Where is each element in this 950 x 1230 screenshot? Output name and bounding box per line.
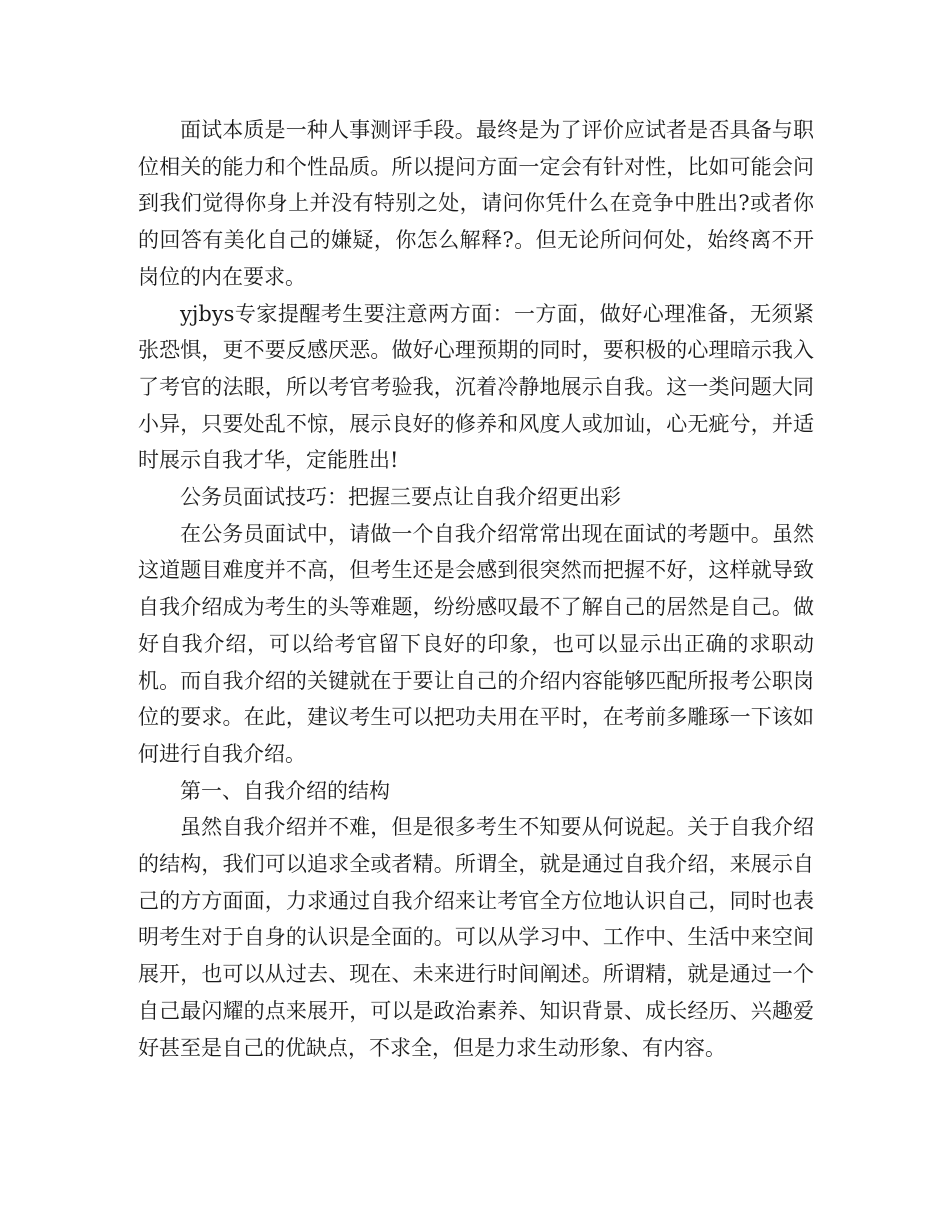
section-heading-self-intro-tips: 公务员面试技巧：把握三要点让自我介绍更出彩 [180, 485, 621, 510]
paragraph-interview-essence: 面试本质是一种人事测评手段。最终是为了评价应试者是否具备与职位相关的能力和个性品质。所以提问方面一定会有针对性，比如可能会问到我们觉得你身上并没有特别之处，请问你凭什么在竞争中胜出?或者你的回答有美化自己的嫌疑，你怎么解释?。但无论所问何处，始终离不开岗位的内在要求。 [138, 118, 814, 289]
paragraph-structure-detail: 虽然自我介绍并不难，但是很多考生不知要从何说起。关于自我介绍的结构，我们可以追求全或者精。所谓全，就是通过自我介绍，来展示自己的方方面面，力求通过自我介绍来让考官全方位地认识自己，同时也表明考生对于自身的认识是全面的。可以从学习中、工作中、生活中来空间展开，也可以从过去、现在、未来进行时间阐述。所谓精，就是通过一个自己最闪耀的点来展开，可以是政治素养、知识背景、成长经历、兴趣爱好甚至是自己的优缺点，不求全，但是力求生动形象、有内容。 [138, 815, 814, 1060]
paragraph-expert-advice: yjbys专家提醒考生要注意两方面：一方面，做好心理准备，无须紧张恐惧，更不要反感厌恶。做好心理预期的同时，要积极的心理暗示我入了考官的法眼，所以考官考验我，沉着冷静地展示自我。这一类问题大同小异，只要处乱不惊，展示良好的修养和风度人或加讪，心无疵兮，并适时展示自我才华，定能胜出! [138, 301, 814, 473]
section-heading-structure: 第一、自我介绍的结构 [180, 778, 390, 803]
paragraph-self-intro-importance: 在公务员面试中，请做一个自我介绍常常出现在面试的考题中。虽然这道题目难度并不高，但考生还是会感到很突然而把握不好，这样就导致自我介绍成为考生的头等难题，纷纷感叹最不了解自己的居然是自己。做好自我介绍，可以给考官留下良好的印象，也可以显示出正确的求职动机。而自我介绍的关键就在于要让自己的介绍内容能够匹配所报考公职岗位的要求。在此，建议考生可以把功夫用在平时，在考前多雕琢一下该如何进行自我介绍。 [138, 521, 814, 766]
document-body [138, 112, 814, 1066]
